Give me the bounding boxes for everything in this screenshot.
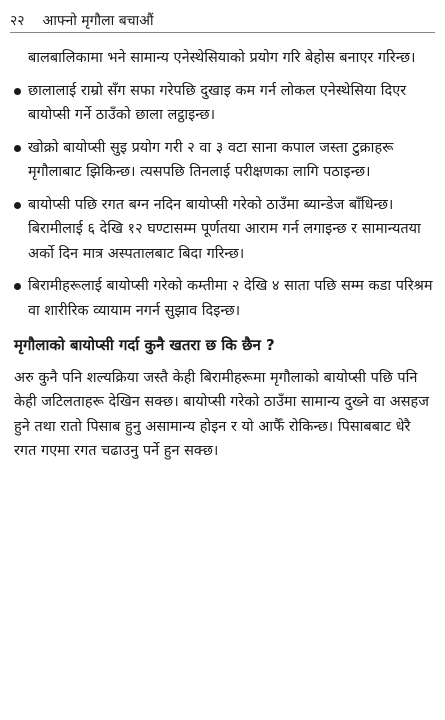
list-item-text: बिरामीहरूलाई बायोप्सी गरेको कम्तीमा २ देखि ४ साता पछि सम्म कडा परिश्रम वा शारीरिक व्यायाम नगर्न सुझाव दिइन्छ। — [28, 278, 433, 319]
book-title: आफ्नो मृगौला बचाऔं — [42, 12, 154, 29]
list-item — [14, 136, 435, 185]
page-content — [14, 46, 435, 464]
bullet-list — [14, 79, 435, 324]
list-item-text: बायोप्सी पछि रगत बग्न नदिन बायोप्सी गरेको ठाउँमा ब्यान्डेज बाँधिन्छ। बिरामीलाई ६ देखि १२ घण्टासम्म पूर्णतया आराम गर्न लगाइन्छ र सामान्यतया अर्को दिन मात्र अस्पतालबाट बिदा गरिन्छ। — [28, 196, 421, 262]
page-number: २२ — [10, 12, 25, 29]
intro-paragraph: बालबालिकामा भने सामान्य एनेस्थेसियाको प्रयोग गरि बेहोस बनाएर गरिन्छ। — [28, 50, 416, 66]
list-item — [14, 79, 435, 128]
page-header — [10, 6, 435, 34]
list-item — [14, 193, 435, 267]
section-paragraph: अरु कुनै पनि शल्यक्रिया जस्तै केही बिरामीहरूमा मृगौलाको बायोप्सी पछि पनि केही जटिलताहरू देखिन सक्छ। बायोप्सी गरेको ठाउँमा सामान्य दुख्ने वा असहज हुने तथा रातो पिसाब हुनु असामान्य होइन र यो आफैँ रोकिन्छ। पिसाबबाट धेरै रगत गएमा रगत चढाउनु पर्ने हुन सक्छ। — [14, 369, 429, 459]
list-item-text: छालालाई राम्रो सँग सफा गरेपछि दुखाइ कम गर्न लोकल एनेस्थेसिया दिएर बायोप्सी गर्ने ठाउँको छाला लट्ठाइन्छ। — [28, 82, 407, 123]
bullet-icon — [14, 145, 21, 152]
list-item-text: खोक्रो बायोप्सी सुइ प्रयोग गरी २ वा ३ वटा साना कपाल जस्ता टुक्राहरू मृगौलाबाट झिकिन्छ। त्यसपछि तिनलाई परीक्षणका लागि पठाइन्छ। — [28, 139, 394, 180]
bullet-icon — [14, 283, 21, 290]
list-item — [14, 274, 435, 323]
bullet-icon — [14, 202, 21, 209]
section-heading: मृगौलाको बायोप्सी गर्दा कुनै खतरा छ कि छैन ? — [14, 336, 275, 354]
bullet-icon — [14, 88, 21, 95]
header-divider — [10, 32, 435, 33]
